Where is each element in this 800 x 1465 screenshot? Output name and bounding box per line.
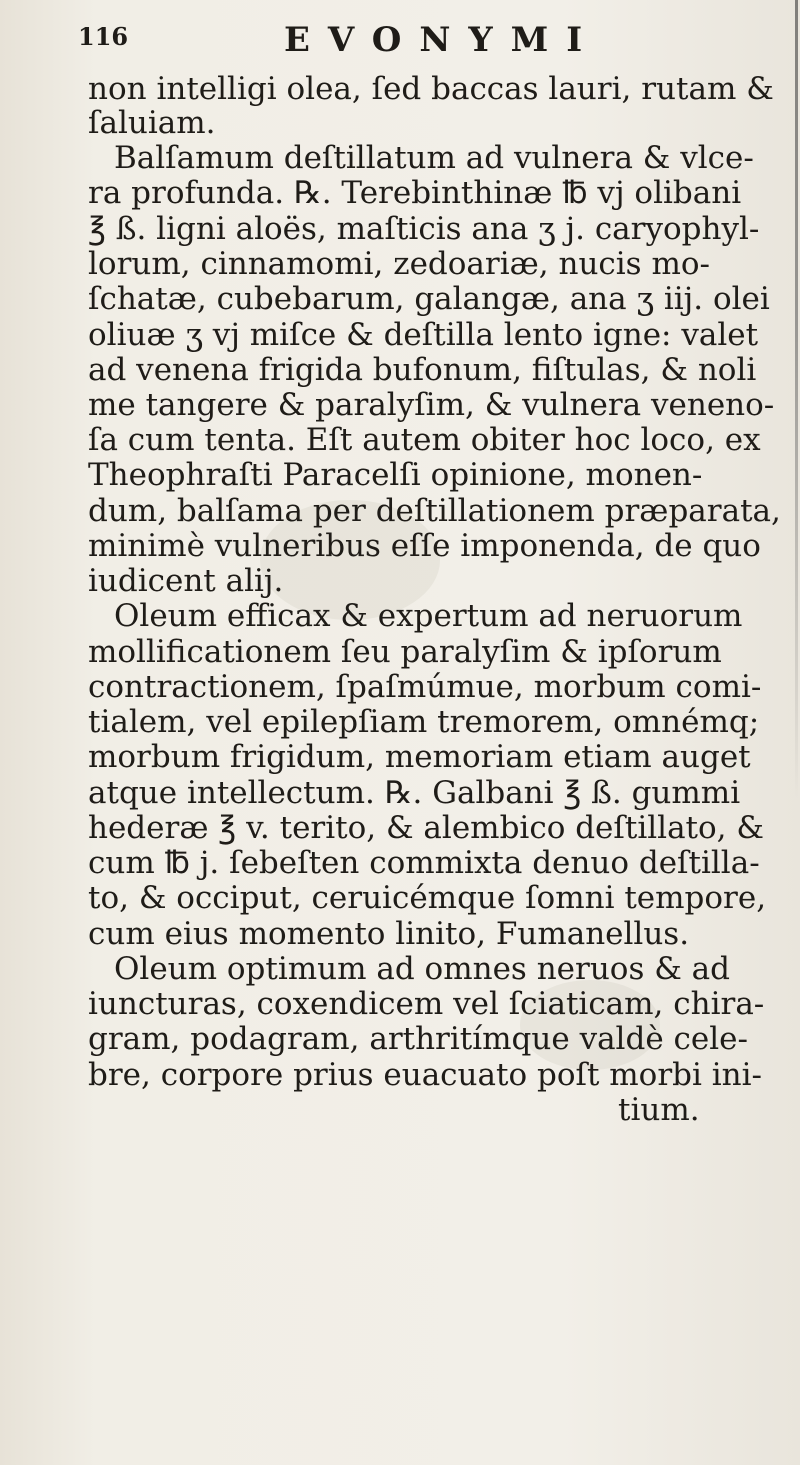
text-line: tium. [618, 1092, 700, 1128]
text-line: lorum, cinnamomi, zedoariæ, nucis mo- [88, 246, 710, 282]
text-line: Oleum efficax & expertum ad neruorum [114, 598, 743, 634]
page-number: 116 [78, 22, 129, 51]
text-line: hederæ ℥ v. terito, & alembico deſtillato, & [88, 810, 764, 846]
text-line: tialem, vel epilepſiam tremorem, omnémq; [88, 704, 760, 740]
text-line: oliuæ ʒ vj miſce & deſtilla lento igne: valet [88, 317, 759, 353]
text-line: dum, balſama per deſtillationem præparata, [88, 493, 781, 529]
text-line: ſchatæ, cubebarum, galangæ, ana ʒ iij. olei [88, 281, 770, 317]
text-line: atque intellectum. ℞. Galbani ℥ ß. gummi [88, 775, 741, 811]
text-line: morbum frigidum, memoriam etiam auget [88, 739, 751, 775]
text-line: ra profunda. ℞. Terebinthinæ ℔ vj olibani [88, 175, 742, 211]
text-line: me tangere & paralyſim, & vulnera veneno- [88, 387, 775, 423]
text-line: non intelligi olea, ſed baccas lauri, rutam & [88, 71, 774, 107]
text-line: ad venena frigida bufonum, fiſtulas, & noli [88, 352, 757, 388]
text-line: gram, podagram, arthritímque valdè cele- [88, 1021, 748, 1057]
text-line: to, & occiput, ceruicémque ſomni tempore, [88, 880, 767, 916]
text-line: Balſamum deſtillatum ad vulnera & vlce- [114, 140, 754, 176]
text-line: cum eius momento linito, Fumanellus. [88, 916, 690, 952]
text-line: mollificationem ſeu paralyſim & ipſorum [88, 634, 722, 670]
text-line: iudicent alij. [88, 563, 284, 599]
text-line: bre, corpore prius euacuato poſt morbi ini- [88, 1057, 763, 1093]
text-line: minimè vulneribus eſſe imponenda, de quo [88, 528, 761, 564]
text-line: Oleum optimum ad omnes neruos & ad [114, 951, 730, 987]
text-line: iuncturas, coxendicem vel ſciaticam, chira- [88, 986, 765, 1022]
running-title: EVONYMI [284, 20, 601, 60]
text-line: contractionem, ſpaſmúmue, morbum comi- [88, 669, 762, 705]
text-line: ſa cum tenta. Eſt autem obiter hoc loco, ex [88, 422, 761, 458]
text-line: cum ℔ j. ſebeſten commixta denuo deſtilla- [88, 845, 760, 881]
text-line: ℥ ß. ligni aloës, maſticis ana ʒ j. caryophyl- [88, 211, 760, 247]
text-line: Theophraſti Paracelſi opinione, monen- [88, 457, 703, 493]
text-line: ſaluiam. [88, 105, 216, 141]
